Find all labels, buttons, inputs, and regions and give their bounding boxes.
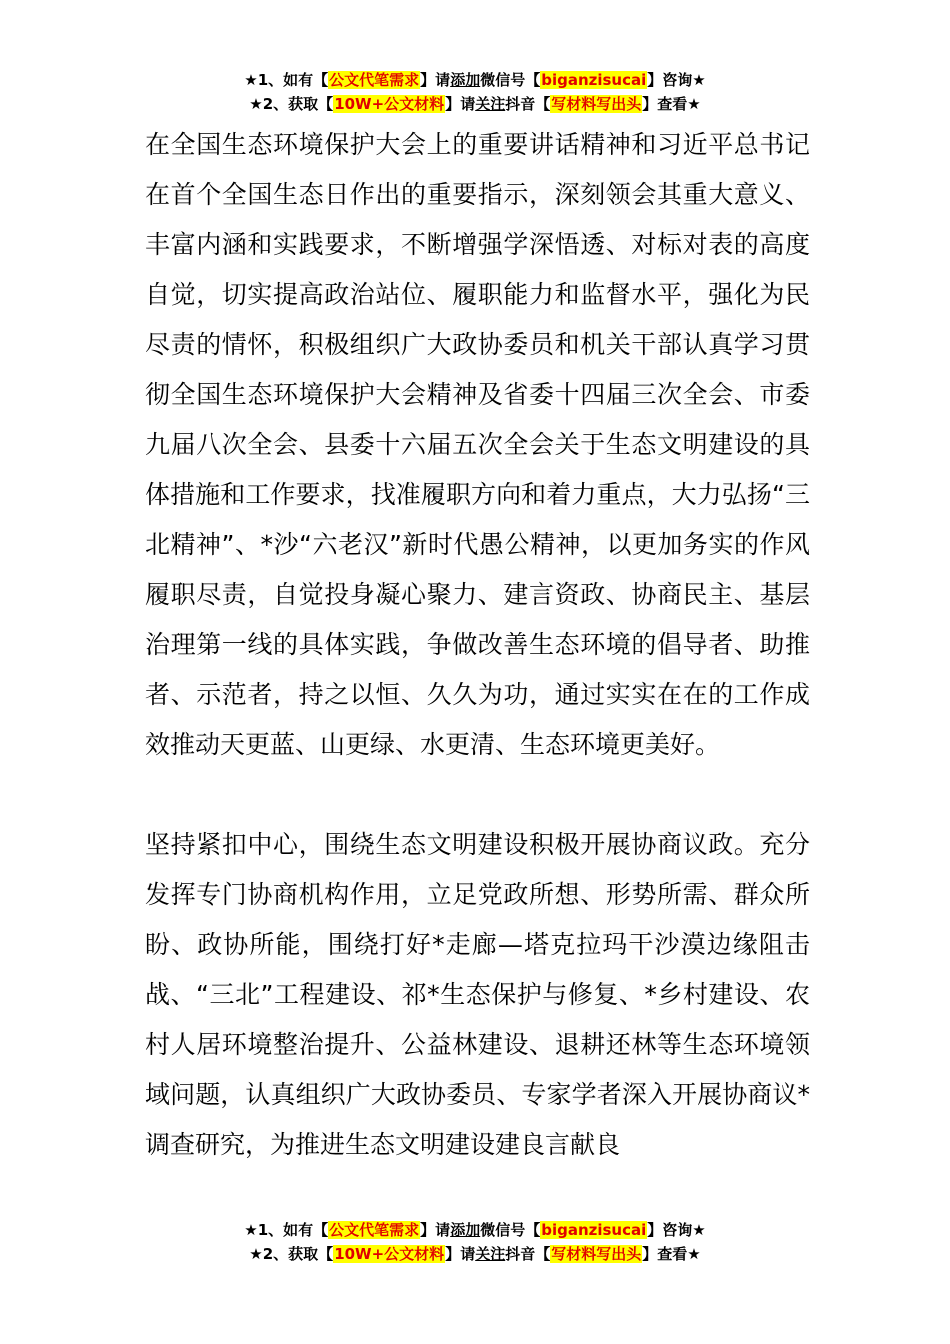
banner-line-2 (0, 92, 950, 116)
banner-text: 】咨询★ (647, 71, 706, 89)
banner-text: 微信号【 (480, 71, 541, 89)
banner-text: 】咨询★ (647, 1221, 706, 1239)
banner-text: ★1、如有【 (244, 71, 329, 89)
body-paragraph-2: 坚持紧扣中心，围绕生态文明建设积极开展协商议政。充分发挥专门协商机构作用，立足党政所想、形势所需、群众所盼、政协所能，围绕打好*走廊—塔克拉玛干沙漠边缘阻击战、“三北”工程建设、祁*生态保护与修复、*乡村建设、农村人居环境整治提升、公益林建设、退耕还林等生态环境领域问题，认真组织广大政协委员、专家学者深入开展协商议*调查研究，为推进生态文明建设建良言献良 (145, 830, 810, 1159)
banner-text: 】请 (445, 1245, 476, 1263)
document-body (145, 120, 810, 1170)
footer-banner (0, 1218, 950, 1266)
banner-highlight: 10W+公文材料 (334, 1245, 445, 1263)
body-paragraph-1: 在全国生态环境保护大会上的重要讲话精神和习近平总书记在首个全国生态日作出的重要指示，深刻领会其重大意义、丰富内涵和实践要求，不断增强学深悟透、对标对表的高度自觉，切实提高政治站位、履职能力和监督水平，强化为民尽责的情怀，积极组织广大政协委员和机关干部认真学习贯彻全国生态环境保护大会精神及省委十四届三次全会、市委九届八次全会、县委十六届五次全会关于生态文明建设的具体措施和工作要求，找准履职方向和着力重点，大力弘扬“三北精神”、*沙“六老汉”新时代愚公精神，以更加务实的作风履职尽责，自觉投身凝心聚力、建言资政、协商民主、基层治理第一线的具体实践，争做改善生态环境的倡导者、助推者、示范者，持之以恒、久久为功，通过实实在在的工作成效推动天更蓝、山更绿、水更清、生态环境更美好。 (145, 130, 810, 759)
header-banner (0, 68, 950, 116)
banner-text: 抖音【 (505, 1245, 551, 1263)
banner-text: 微信号【 (480, 1221, 541, 1239)
banner-highlight: biganzisucai (541, 1221, 647, 1239)
banner-highlight: biganzisucai (541, 71, 647, 89)
banner-highlight: 写材料写出头 (551, 95, 642, 113)
banner-underline: 添加 (450, 71, 481, 89)
banner-line-1 (0, 1218, 950, 1242)
banner-highlight: 公文代笔需求 (329, 1221, 420, 1239)
banner-text: ★2、获取【 (249, 1245, 334, 1263)
banner-text: 】请 (445, 95, 476, 113)
banner-highlight: 10W+公文材料 (334, 95, 445, 113)
banner-underline: 添加 (450, 1221, 481, 1239)
banner-text: ★1、如有【 (244, 1221, 329, 1239)
banner-text: ★2、获取【 (249, 95, 334, 113)
banner-text: 】查看★ (642, 95, 701, 113)
banner-highlight: 写材料写出头 (551, 1245, 642, 1263)
banner-text: 】查看★ (642, 1245, 701, 1263)
banner-underline: 关注 (475, 95, 506, 113)
banner-text: 】请 (420, 71, 451, 89)
banner-line-1 (0, 68, 950, 92)
banner-text: 】请 (420, 1221, 451, 1239)
banner-highlight: 公文代笔需求 (329, 71, 420, 89)
banner-text: 抖音【 (505, 95, 551, 113)
banner-underline: 关注 (475, 1245, 506, 1263)
banner-line-2 (0, 1242, 950, 1266)
